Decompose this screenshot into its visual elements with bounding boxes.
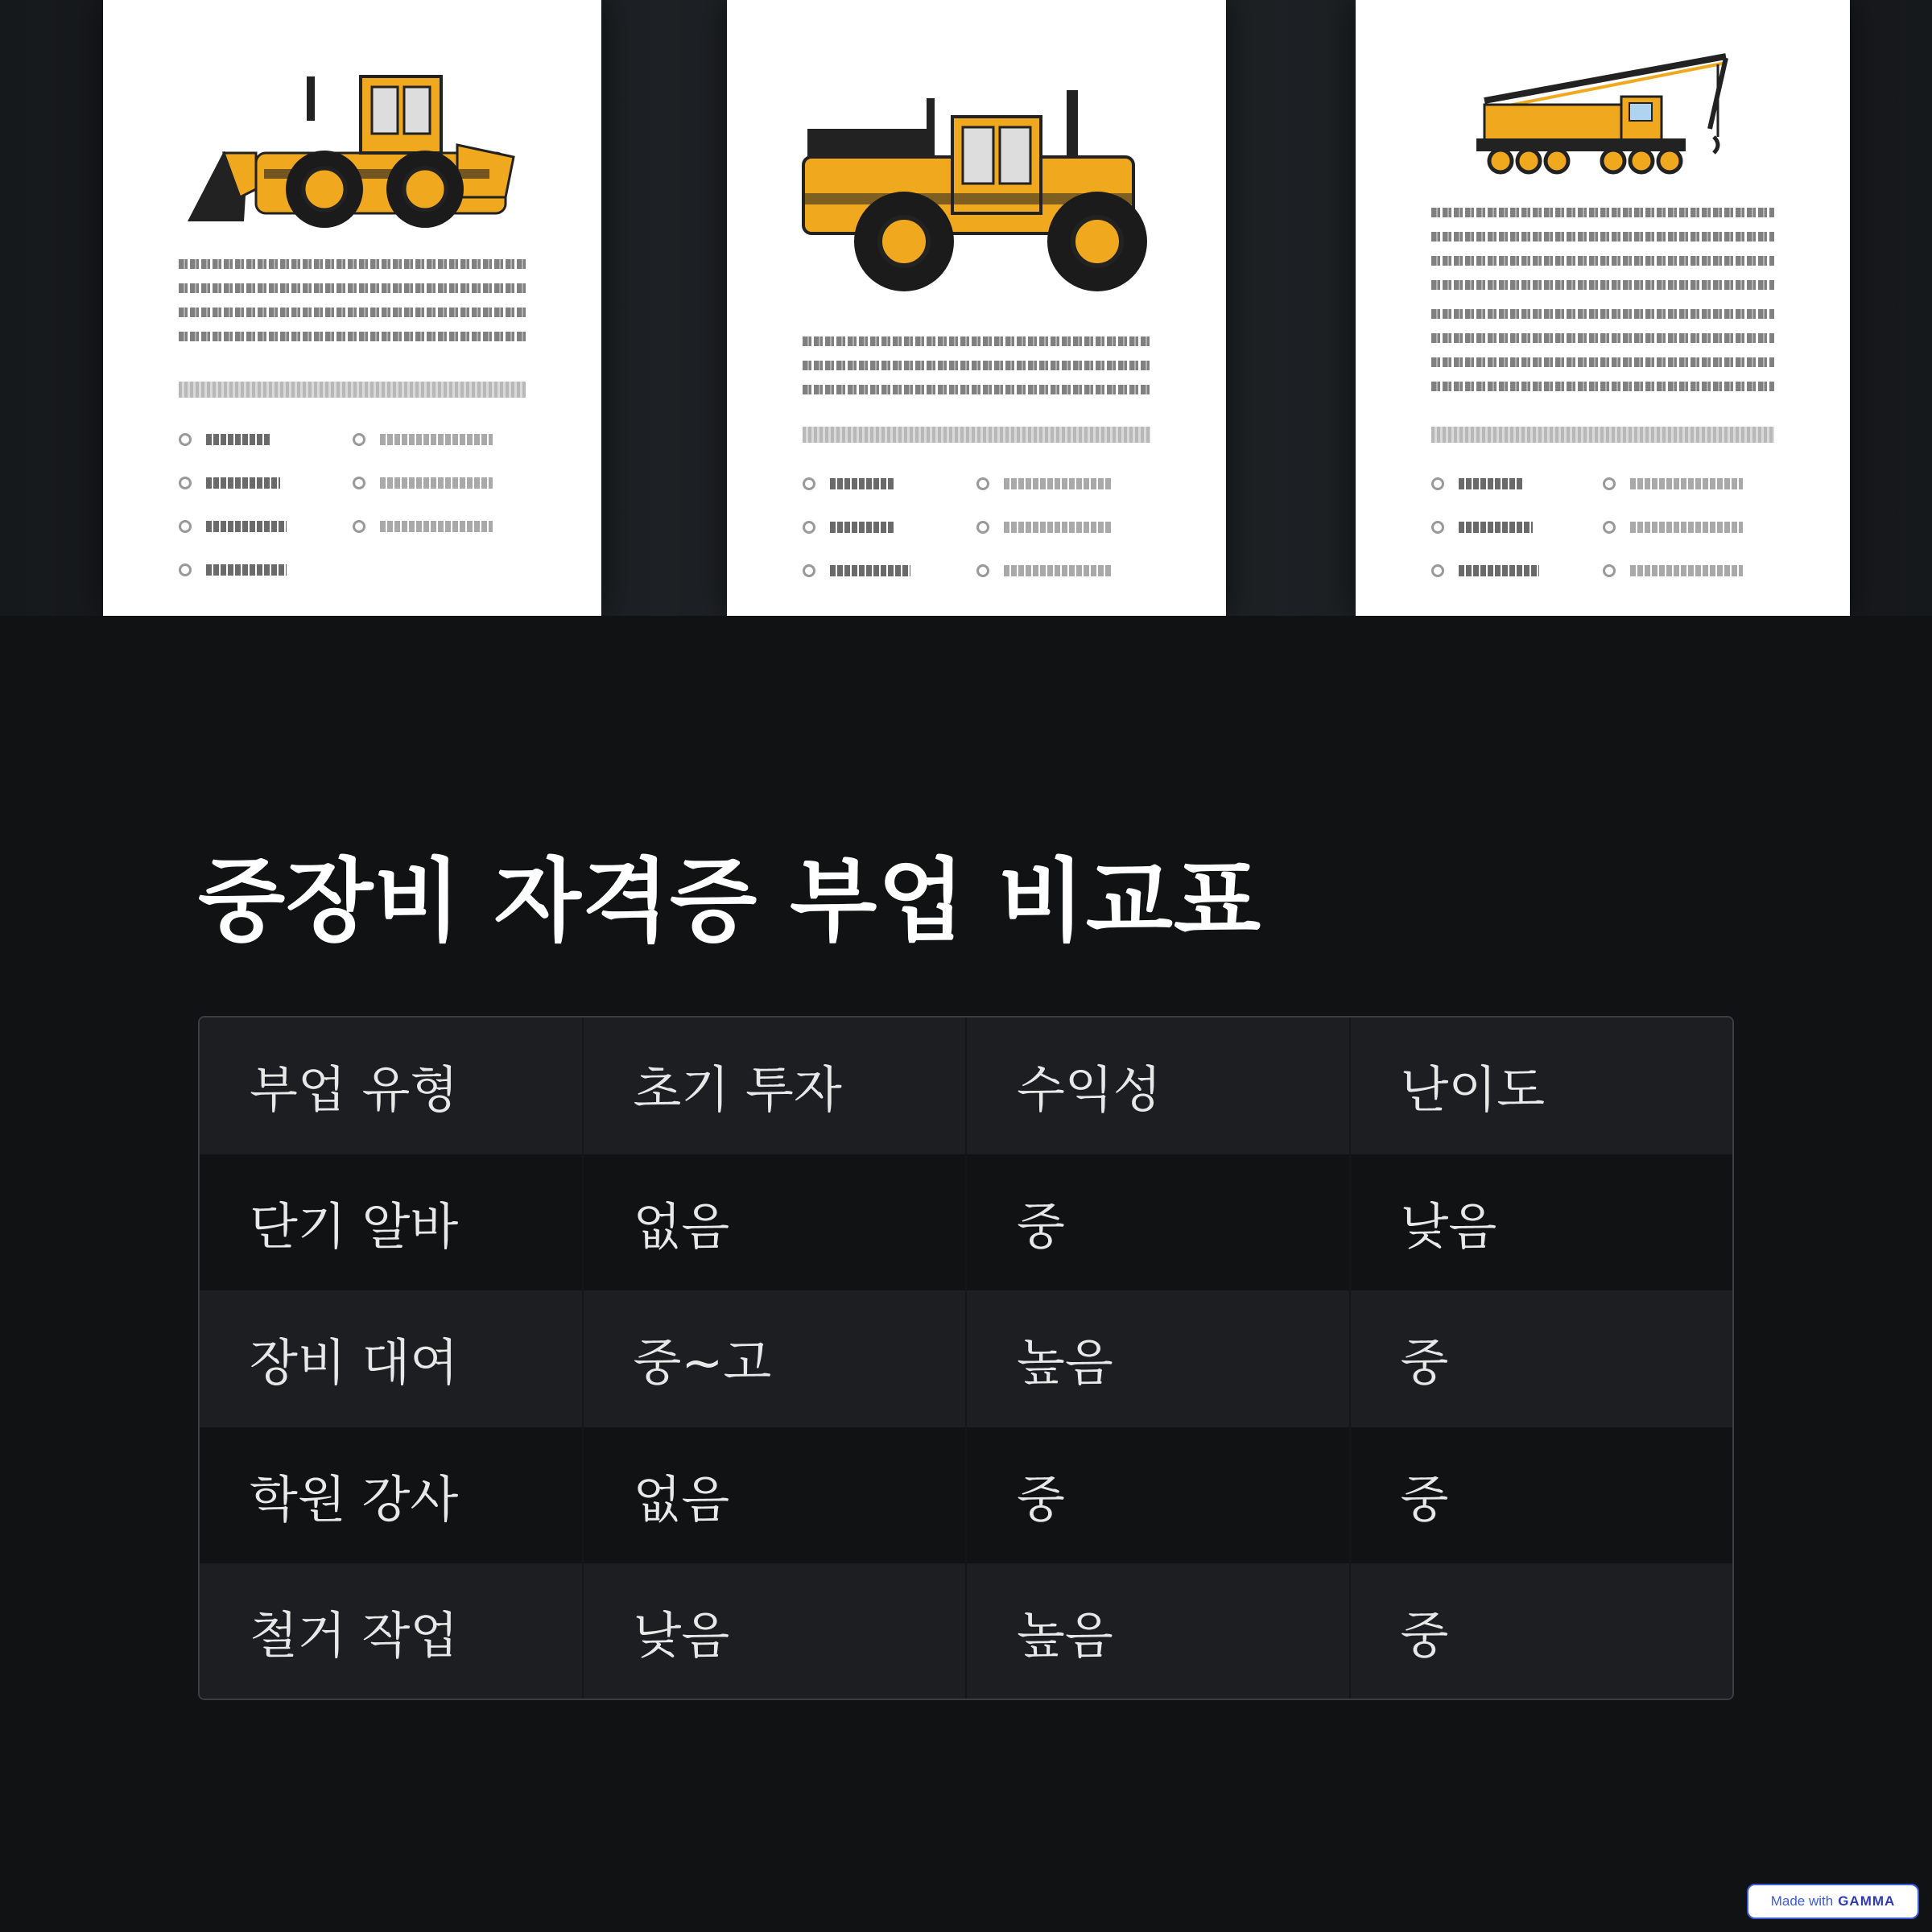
- table-cell: 학원 강사: [250, 1469, 459, 1529]
- header-cell-profitability: 수익성: [965, 1018, 1349, 1154]
- table-row: [200, 1290, 1732, 1427]
- crane-illustration: [1356, 40, 1850, 185]
- table-row: [200, 1563, 1732, 1700]
- header-cell-initial-investment: 초기 투자: [582, 1018, 966, 1154]
- table-cell: 낮음: [1349, 1154, 1733, 1291]
- tractor-illustration: [727, 80, 1226, 298]
- table-cell: 철거 작업: [250, 1606, 459, 1666]
- table-cell: 중: [1349, 1290, 1733, 1427]
- gamma-logo: GAMMA: [1838, 1893, 1896, 1909]
- table-cell: 중: [965, 1427, 1349, 1564]
- header-cell-type: 부업 유형: [250, 1060, 459, 1120]
- table-header-row: [200, 1018, 1732, 1154]
- hero-image: [0, 0, 1932, 616]
- made-with-gamma-badge[interactable]: [1747, 1884, 1919, 1919]
- header-cell-difficulty: 난이도: [1349, 1018, 1733, 1154]
- badge-made-with-label: Made with: [1770, 1893, 1834, 1909]
- table-cell: 없음: [582, 1154, 966, 1291]
- flyer-tractor: [727, 0, 1226, 616]
- table-cell: 단기 알바: [250, 1196, 459, 1256]
- table-cell: 없음: [582, 1427, 966, 1564]
- table-cell: 중: [1349, 1563, 1733, 1700]
- table-cell: 낮음: [582, 1563, 966, 1700]
- table-row: [200, 1154, 1732, 1291]
- table-cell: 높음: [965, 1290, 1349, 1427]
- comparison-table: [198, 1016, 1734, 1700]
- wheel-loader-illustration: [103, 56, 601, 242]
- flyer-crane: [1356, 0, 1850, 616]
- flyer-wheel-loader: [103, 0, 601, 616]
- page-title: 중장비 자격증 부업 비교표: [198, 849, 1262, 954]
- table-row: [200, 1427, 1732, 1564]
- table-cell: 높음: [965, 1563, 1349, 1700]
- table-cell: 중: [965, 1154, 1349, 1291]
- table-cell: 중~고: [582, 1290, 966, 1427]
- table-cell: 장비 대여: [250, 1333, 459, 1393]
- table-cell: 중: [1349, 1427, 1733, 1564]
